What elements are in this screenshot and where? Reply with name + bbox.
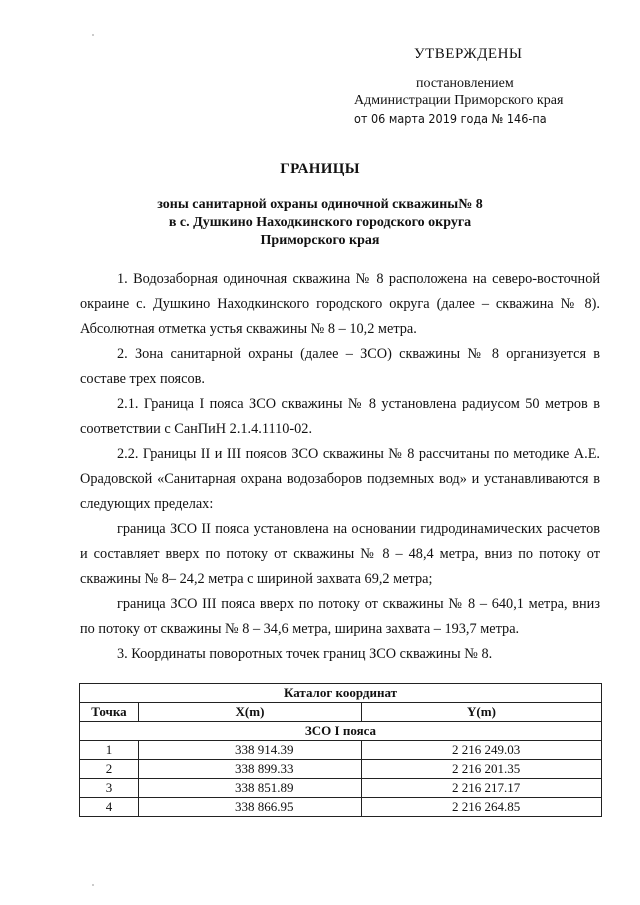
approval-line-2: Администрации Приморского края	[354, 93, 564, 108]
table-header-row	[80, 703, 602, 722]
scan-speck	[92, 34, 94, 36]
cell-y: 2 216 264.85	[362, 798, 602, 817]
table-row	[80, 798, 602, 817]
table-caption: Каталог координат	[80, 684, 602, 703]
cell-y: 2 216 249.03	[362, 741, 602, 760]
paragraph-6: граница ЗСО III пояса вверх по потоку от скважины № 8 – 640,1 метра, вниз по потоку от скважины № 8 – 34,6 метра, ширина захвата – 193,7 метра.	[80, 596, 600, 637]
document-body	[80, 267, 600, 667]
cell-x: 338 899.33	[139, 760, 362, 779]
cell-point: 3	[80, 779, 139, 798]
paragraph-1: 1. Водозаборная одиночная скважина № 8 расположена на северо-восточной окраине с. Душкино Находкинского городского округа (далее – скважина № 8). Абсолютная отметка устья скважины № 8 – 10,2 метра.	[80, 271, 600, 337]
paragraph-5: граница ЗСО II пояса установлена на основании гидродинамических расчетов и составляет вверх по потоку от скважины № 8 – 48,4 метра, вниз по потоку от скважины № 8– 24,2 метра с шириной захвата 69,2 метра;	[80, 521, 600, 587]
table-row	[80, 779, 602, 798]
paragraph-7: 3. Координаты поворотных точек границ ЗСО скважины № 8.	[117, 646, 493, 662]
table-caption-row	[80, 684, 602, 703]
heading-subtitle-1: зоны санитарной охраны одиночной скважины№ 8	[157, 197, 483, 212]
approval-block	[352, 44, 592, 128]
cell-x: 338 866.95	[139, 798, 362, 817]
cell-point: 1	[80, 741, 139, 760]
approval-line-3: от 06 марта 2019 года № 146-па	[354, 111, 547, 126]
cell-point: 2	[80, 760, 139, 779]
scan-speck	[92, 884, 94, 886]
cell-x: 338 851.89	[139, 779, 362, 798]
coordinates-table	[79, 683, 602, 817]
approval-title: УТВЕРЖДЕНЫ	[414, 46, 523, 62]
heading-title: ГРАНИЦЫ	[280, 161, 360, 177]
cell-point: 4	[80, 798, 139, 817]
table-row	[80, 760, 602, 779]
paragraph-4: 2.2. Границы II и III поясов ЗСО скважины № 8 рассчитаны по методике А.Е. Орадовской «Санитарная охрана водозаборов подземных вод» и устанавливаются в следующих пределах:	[80, 446, 600, 512]
heading-subtitle-2: в с. Душкино Находкинского городского округа	[168, 215, 472, 230]
column-header-y: Y(m)	[362, 703, 602, 722]
cell-x: 338 914.39	[139, 741, 362, 760]
table-section-row	[80, 722, 602, 741]
cell-y: 2 216 217.17	[362, 779, 602, 798]
table-row	[80, 741, 602, 760]
cell-y: 2 216 201.35	[362, 760, 602, 779]
column-header-x: X(m)	[139, 703, 362, 722]
heading-subtitle-3: Приморского края	[260, 233, 380, 248]
table-section-label: ЗСО I пояса	[80, 722, 602, 741]
paragraph-3: 2.1. Граница I пояса ЗСО скважины № 8 установлена радиусом 50 метров в соответствии с СанПиН 2.1.4.1110-02.	[80, 396, 600, 437]
paragraph-2: 2. Зона санитарной охраны (далее – ЗСО) скважины № 8 организуется в составе трех поясов.	[80, 346, 600, 387]
document-heading	[0, 160, 640, 250]
column-header-point: Точка	[80, 703, 139, 722]
approval-line-1: постановлением	[416, 76, 514, 91]
